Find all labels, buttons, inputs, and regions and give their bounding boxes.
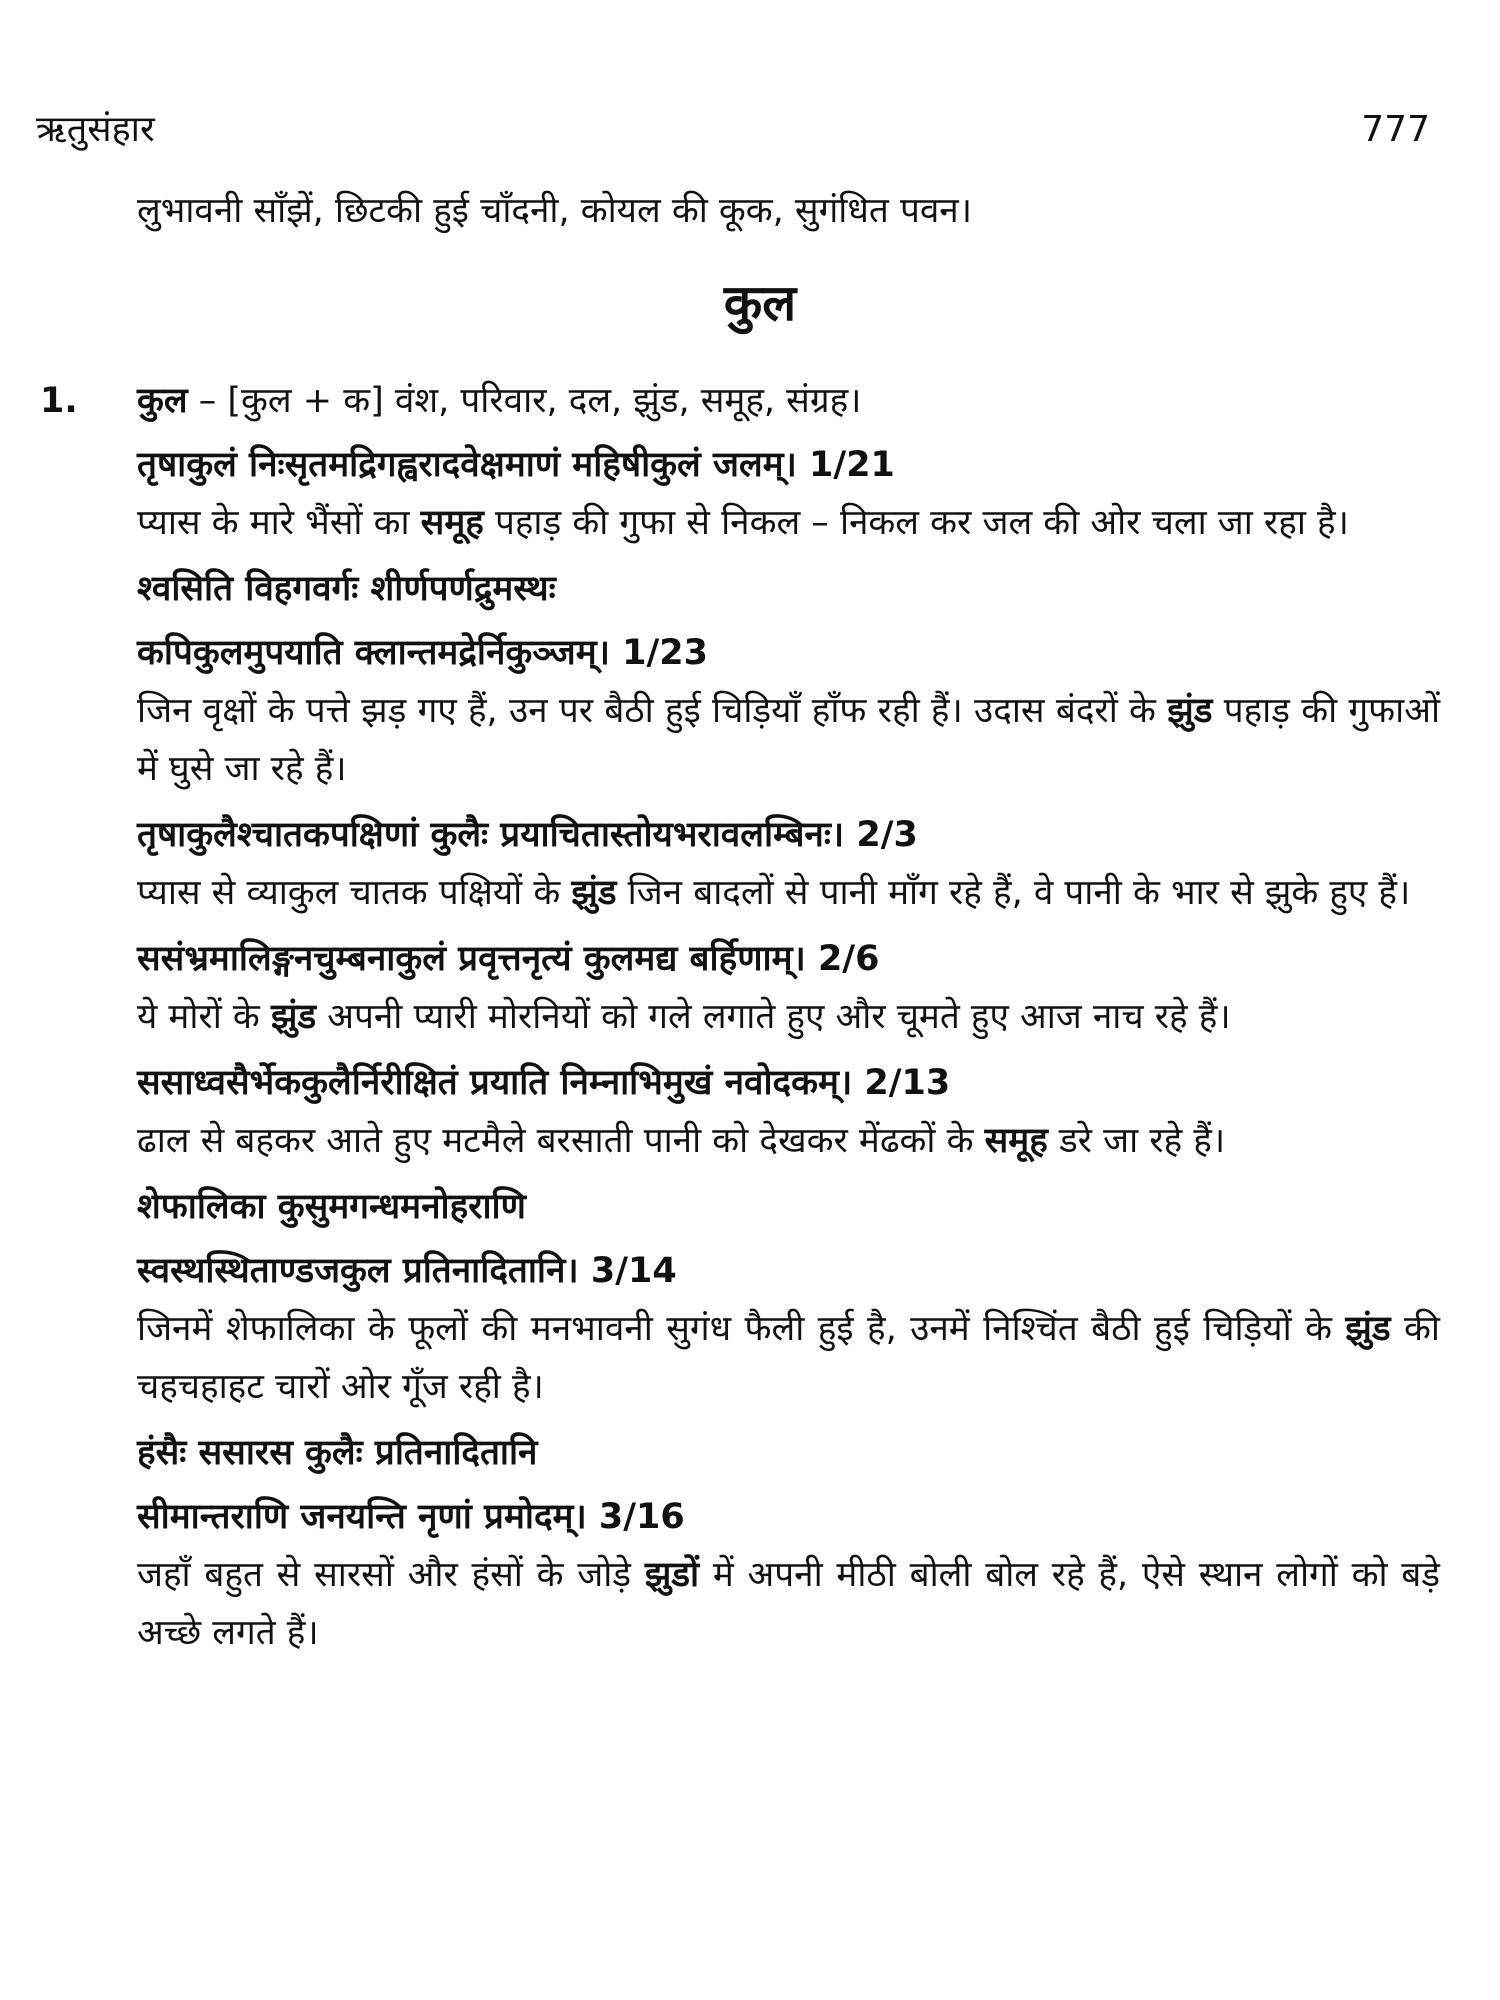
translation-text: प्यास से व्याकुल चातक पक्षियों के: [137, 873, 572, 913]
sanskrit-verse: शेफालिका कुसुमगन्धमनोहराणि: [137, 1187, 526, 1227]
hindi-translation: [137, 682, 1440, 798]
translation-text: में अपनी मीठी बोली बोल रहे हैं, ऐसे स्थान लोगों को बड़े अच्छे लगते हैं।: [137, 1555, 1441, 1653]
translation-text: जिन बादलों से पानी माँग रहे हैं, वे पानी के भार से झुके हुए हैं।: [616, 873, 1411, 913]
translation-text: अपनी प्यारी मोरनियों को गले लगाते हुए और चूमते हुए आज नाच रहे हैं।: [316, 997, 1231, 1037]
page-number: 777: [1361, 109, 1430, 150]
translation-text: जहाँ बहुत से सारसों और हंसों के जोड़े: [137, 1555, 645, 1595]
translation-text: पहाड़ की गुफा से निकल – निकल कर जल की ओर चला जा रहा है।: [483, 503, 1349, 543]
highlighted-term: झुंड: [1167, 691, 1213, 731]
highlighted-term: समूह: [420, 503, 484, 543]
translation-text: जिन वृक्षों के पत्ते झड़ गए हैं, उन पर बैठी हुई चिड़ियाँ हाँफ रही हैं। उदास बंदरों के: [137, 691, 1168, 731]
section-title: कुल: [723, 274, 797, 332]
entry-row: [0, 372, 1500, 430]
running-title: ऋतुसंहार: [36, 109, 155, 150]
hindi-translation: [137, 864, 1440, 922]
sanskrit-verse: ससाध्वसैर्भेककुलैर्निरीक्षितं प्रयाति निम्नाभिमुखं नवोदकम्। 2/13: [137, 1063, 951, 1103]
translation-text: प्यास के मारे भैंसों का: [137, 503, 421, 543]
sanskrit-verse: सीमान्तराणि जनयन्ति नृणां प्रमोदम्। 3/16: [137, 1497, 685, 1537]
quote-block: [137, 1178, 1440, 1416]
translation-text: ये मोरों के: [137, 997, 271, 1037]
hindi-translation: [137, 494, 1440, 552]
sanskrit-verse: तृषाकुलं निःसृतमद्रिगह्वरादवेक्षमाणं महिषीकुलं जलम्। 1/21: [137, 445, 895, 485]
highlighted-term: झुंड: [1345, 1309, 1391, 1349]
quote-block: [137, 806, 1440, 922]
quote-block: [137, 1054, 1440, 1170]
translation-text: पहाड़ की गुफाओं में घुसे जा रहे हैं।: [137, 691, 1440, 789]
intro-line: लुभावनी साँझें, छिटकी हुई चाँदनी, कोयल की कूक, सुगंधित पवन।: [137, 191, 972, 231]
sanskrit-verse: कपिकुलमुपयाति क्लान्तमद्रेर्निकुञ्जम्। 1/23: [137, 633, 708, 673]
translation-text: जिनमें शेफालिका के फूलों की मनभावनी सुगंध फैली हुई है, उनमें निश्चिंत बैठी हुई चिड़ियों के: [137, 1309, 1346, 1349]
page-content: [0, 182, 1500, 1670]
hindi-translation: [137, 1300, 1440, 1416]
page-header: [36, 100, 1430, 160]
quotes-list: [137, 436, 1440, 1662]
hindi-translation: [137, 1546, 1440, 1662]
quote-block: [137, 930, 1440, 1046]
quote-block: [137, 436, 1440, 552]
quote-block: [137, 1424, 1440, 1662]
highlighted-term: झुंड: [571, 873, 617, 913]
sanskrit-verse: हंसैः ससारस कुलैः प्रतिनादितानि: [137, 1433, 538, 1473]
sanskrit-verse: श्वसिति विहगवर्गः शीर्णपर्णद्रुमस्थः: [137, 569, 556, 609]
entry-definition-text: – [कुल + क] वंश, परिवार, दल, झुंड, समूह, संग्रह।: [187, 381, 862, 421]
hindi-translation: [137, 1112, 1440, 1170]
highlighted-term: समूह: [984, 1121, 1048, 1161]
quote-block: [137, 560, 1440, 798]
sanskrit-verse: तृषाकुलैश्चातकपक्षिणां कुलैः प्रयाचितास्तोयभरावलम्बिनः। 2/3: [137, 815, 918, 855]
translation-text: की चहचहाहट चारों ओर गूँज रही है।: [137, 1309, 1440, 1407]
hindi-translation: [137, 988, 1440, 1046]
entry-number: 1.: [40, 381, 78, 421]
sanskrit-verse: ससंभ्रमालिङ्गनचुम्बनाकुलं प्रवृत्तनृत्यं कुलमद्य बर्हिणाम्। 2/6: [137, 939, 880, 979]
entry-definition: [137, 372, 1440, 430]
translation-text: डरे जा रहे हैं।: [1047, 1121, 1226, 1161]
sanskrit-verse: स्वस्थस्थिताण्डजकुल प्रतिनादितानि। 3/14: [137, 1251, 677, 1291]
entry-headword: कुल: [137, 381, 188, 421]
translation-text: ढाल से बहकर आते हुए मटमैले बरसाती पानी को देखकर मेंढकों के: [137, 1121, 985, 1161]
highlighted-term: झुंड: [270, 997, 317, 1037]
highlighted-term: झुडों: [644, 1555, 700, 1595]
